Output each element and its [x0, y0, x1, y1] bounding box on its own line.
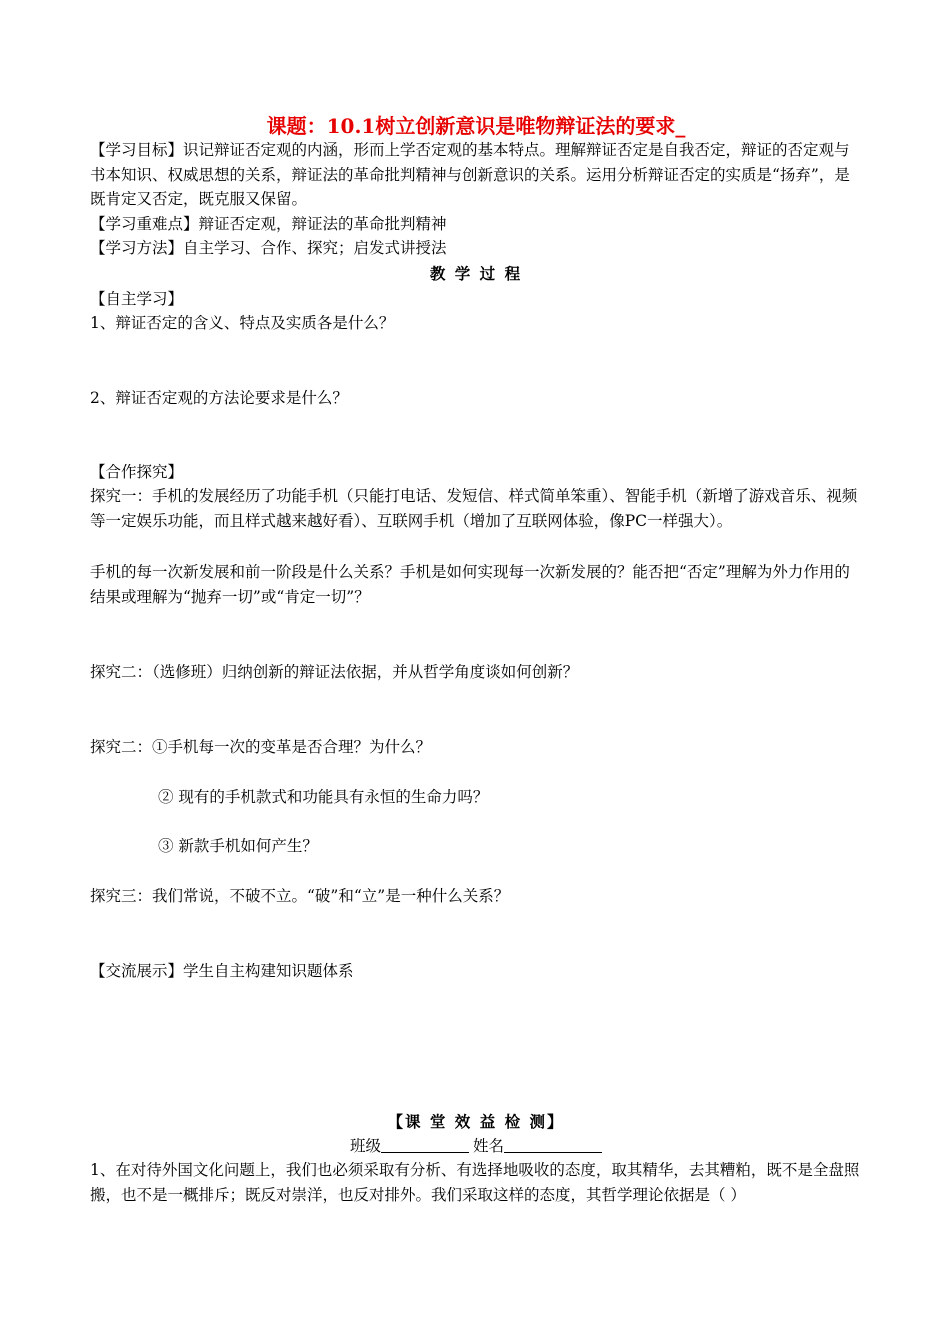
self-study-heading: 【自主学习】: [90, 290, 184, 308]
test-question-1: 1、在对待外国文化问题上，我们也必须采取有分析、有选择地吸收的态度，取其精华，去其糟粕，既不是全盘照搬，也不是一概排斥；既反对崇洋，也反对排外。我们采取这样的态度，其哲学理论依据是（ ）: [90, 1161, 860, 1204]
class-blank[interactable]: [381, 1137, 469, 1153]
key-points: 【学习重难点】辩证否定观，辩证法的革命批判精神: [90, 215, 447, 233]
cooperation-heading: 【合作探究】: [90, 463, 184, 481]
learning-objectives: 【学习目标】识记辩证否定观的内涵，形而上学否定观的基本特点。理解辩证否定是自我否定，辩证的否定观与书本知识、权威思想的关系，辩证法的革命批判精神与创新意识的关系。运用分析辩证否定的实质是“扬弃”，是既肯定又否定，既克服又保留。: [90, 141, 850, 208]
explore-two-elective: 探究二：（选修班）归纳创新的辩证法依据，并从哲学角度谈如何创新？: [90, 663, 579, 681]
explore-two-question-1: 探究二：①手机每一次的变革是否合理？为什么？: [90, 738, 432, 756]
exchange-display: 【交流展示】学生自主构建知识题体系: [90, 962, 354, 980]
class-label: 班级: [349, 1137, 381, 1155]
explore-two-question-2: ② 现有的手机款式和功能具有永恒的生命力吗？: [158, 788, 489, 806]
explore-one-question: 手机的每一次新发展和前一阶段是什么关系？手机是如何实现每一次新发展的？能否把“否定”理解为外力作用的结果或理解为“抛弃一切”或“肯定一切”？: [90, 563, 850, 606]
class-name-row: [90, 1134, 862, 1158]
name-label: 姓名: [473, 1137, 505, 1155]
process-heading: 教 学 过 程: [429, 264, 523, 283]
document-page: [90, 0, 862, 1344]
explore-one-text: 探究一：手机的发展经历了功能手机（只能打电话、发短信、样式简单笨重）、智能手机（新增了游戏音乐、视频等一定娱乐功能，而且样式越来越好看）、互联网手机（增加了互联网体验，像PC一样强大）。: [90, 487, 858, 530]
explore-three: 探究三：我们常说，不破不立。“破”和“立”是一种什么关系？: [90, 887, 510, 905]
self-study-question-1: 1、辩证否定的含义、特点及实质各是什么？: [90, 314, 395, 332]
self-study-question-2: 2、辩证否定观的方法论要求是什么？: [90, 389, 348, 407]
explore-two-question-3: ③ 新款手机如何产生？: [158, 837, 318, 855]
learning-methods: 【学习方法】自主学习、合作、探究；启发式讲授法: [90, 239, 447, 257]
page-title: 课题：10.1树立创新意识是唯物辩证法的要求_: [266, 114, 686, 138]
name-blank[interactable]: [504, 1137, 602, 1153]
test-heading: 【课 堂 效 益 检 测】: [387, 1112, 565, 1131]
